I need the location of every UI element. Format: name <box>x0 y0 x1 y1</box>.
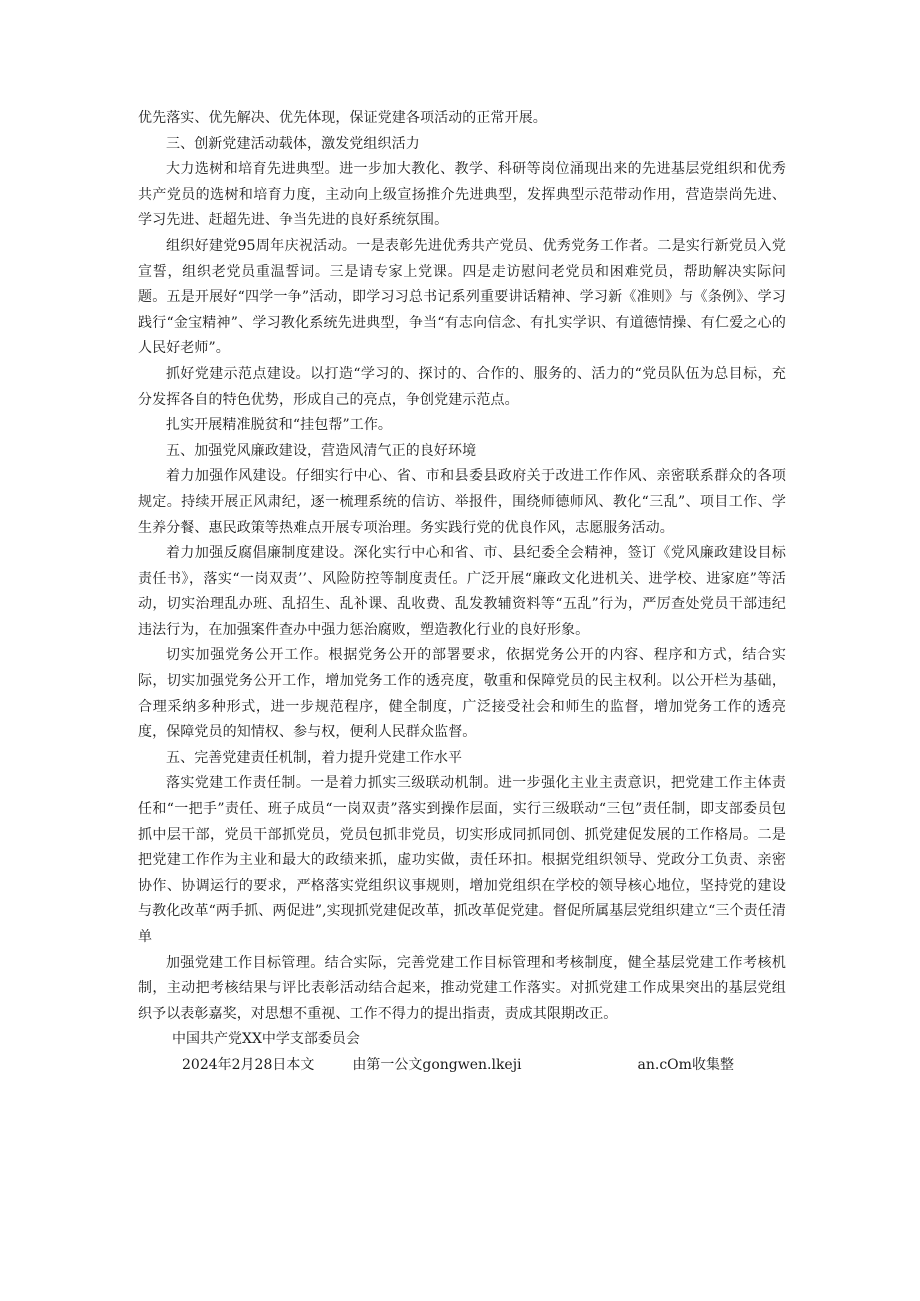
section-heading-5a: 五、加强党风廉政建设，营造风清气正的良好环境 <box>166 442 477 459</box>
section-heading-5b: 五、完善党建责任机制，着力提升党建工作水平 <box>166 749 463 766</box>
footer-tail: an.cOm收集整 <box>637 1056 734 1073</box>
paragraph-responsibility-system: 落实党建工作责任制。一是着力抓实三级联动机制。进一步强化主业主责意识，把党建工作主体责任和“一把手”责任、班子成员“一岗双责”落实到操作层面，实行三级联动“三包”责任制，即支部委员包抓中层干部，党员干部抓党员，党员包抓非党员，切实形成同抓同创、抓党建促发展的工作格局。二是把党建工作作为主业和最大的政绩来抓，虚功实做，责任环扣。根据党组织领导、党政分工负责、亲密协作、协调运行的要求，严格落实党组织议事规则，增加党组织在学校的领导核心地位，坚持党的建设与教化改革“两手抓、两促进”,实现抓党建促改革，抓改革促党建。督促所属基层党组织建立“三个责任清单 <box>138 775 786 945</box>
paragraph-anniversary-activities: 组织好建党95周年庆祝活动。一是表彰先进优秀共产党员、优秀党务工作者。二是实行新党员入党宣誓，组织老党员重温誓词。三是请专家上党课。四是走访慰问老党员和困难党员，帮助解决实际问题。五是开展好“四学一争”活动，即学习习总书记系列重要讲话精神、学习新《准则》与《条例》、学习践行“金宝精神”、学习教化系统先进典型，争当“有志向信念、有扎实学识、有道德情操、有仁爱之心的人民好老师”。 <box>138 237 786 357</box>
footer-date: 2024年2月28日本文 <box>182 1056 315 1073</box>
paragraph-anti-corruption: 着力加强反腐倡廉制度建设。深化实行中心和省、市、县纪委全会精神，签订《党风廉政建设目标责任书》，落实“一岗双责’’、风险防控等制度责任。广泛开展“廉政文化进机关、进学校、进家庭”等活动，切实治理乱办班、乱招生、乱补课、乱收费、乱发教辅资料等“五乱”行为，严厉查处党员干部违纪违法行为，在加强案件查办中强力惩治腐败，塑造教化行业的良好形象。 <box>138 545 786 638</box>
footer-line <box>138 1053 786 1079</box>
paragraph-advanced-models: 大力选树和培育先进典型。进一步加大教化、教学、科研等岗位涌现出来的先进基层党组织和优秀共产党员的选树和培育力度，主动向上级宣扬推介先进典型，发挥典型示范带动作用，营造崇尚先进、学习先进、赶超先进、争当先进的良好系统氛围。 <box>138 161 786 229</box>
paragraph-goal-management: 加强党建工作目标管理。结合实际，完善党建工作目标管理和考核制度，健全基层党建工作考核机制，主动把考核结果与评比表彰活动结合起来，推动党建工作落实。对抓党建工作成果突出的基层党组织予以表彰嘉奖，对思想不重视、工作不得力的提出指责，责成其限期改正。 <box>138 954 786 1022</box>
paragraph-affairs-disclosure: 切实加强党务公开工作。根据党务公开的部署要求，依据党务公开的内容、程序和方式，结合实际，切实加强党务公开工作，增加党务工作的透亮度，敬重和保障党员的民主权利。以公开栏为基础，合理采纳多种形式，进一步规范程序，健全制度，广泛接受社会和师生的监督，增加党务工作的透亮度，保障党员的知情权、参与权，便利人民群众监督。 <box>138 647 786 741</box>
footer-source: 由第一公文gongwen.lkeji <box>352 1056 522 1073</box>
paragraph-poverty-alleviation: 扎实开展精准脱贫和“挂包帮”工作。 <box>166 417 393 434</box>
paragraph-continuation: 优先落实、优先解决、优先体现，保证党建各项活动的正常开展。 <box>138 110 547 126</box>
paragraph-demonstration-site: 抓好党建示范点建设。以打造“学习的、探讨的、合作的、服务的、活力的“党员队伍为总目标，充分发挥各自的特色优势，形成自己的亮点，争创党建示范点。 <box>138 365 786 408</box>
paragraph-work-style: 着力加强作风建设。仔细实行中心、省、市和县委县政府关于改进工作作风、亲密联系群众的各项规定。持续开展正风肃纪，逐一梳理系统的信访、举报件，围绕师德师风、教化“三乱”、项目工作、学生养分餐、惠民政策等热难点开展专项治理。务实践行党的优良作风，志愿服务活动。 <box>138 468 786 536</box>
document-page <box>138 106 786 1079</box>
section-heading-3: 三、创新党建活动载体，激发党组织活力 <box>166 135 420 152</box>
signature-line: 中国共产党XX中学支部委员会 <box>172 1031 360 1048</box>
